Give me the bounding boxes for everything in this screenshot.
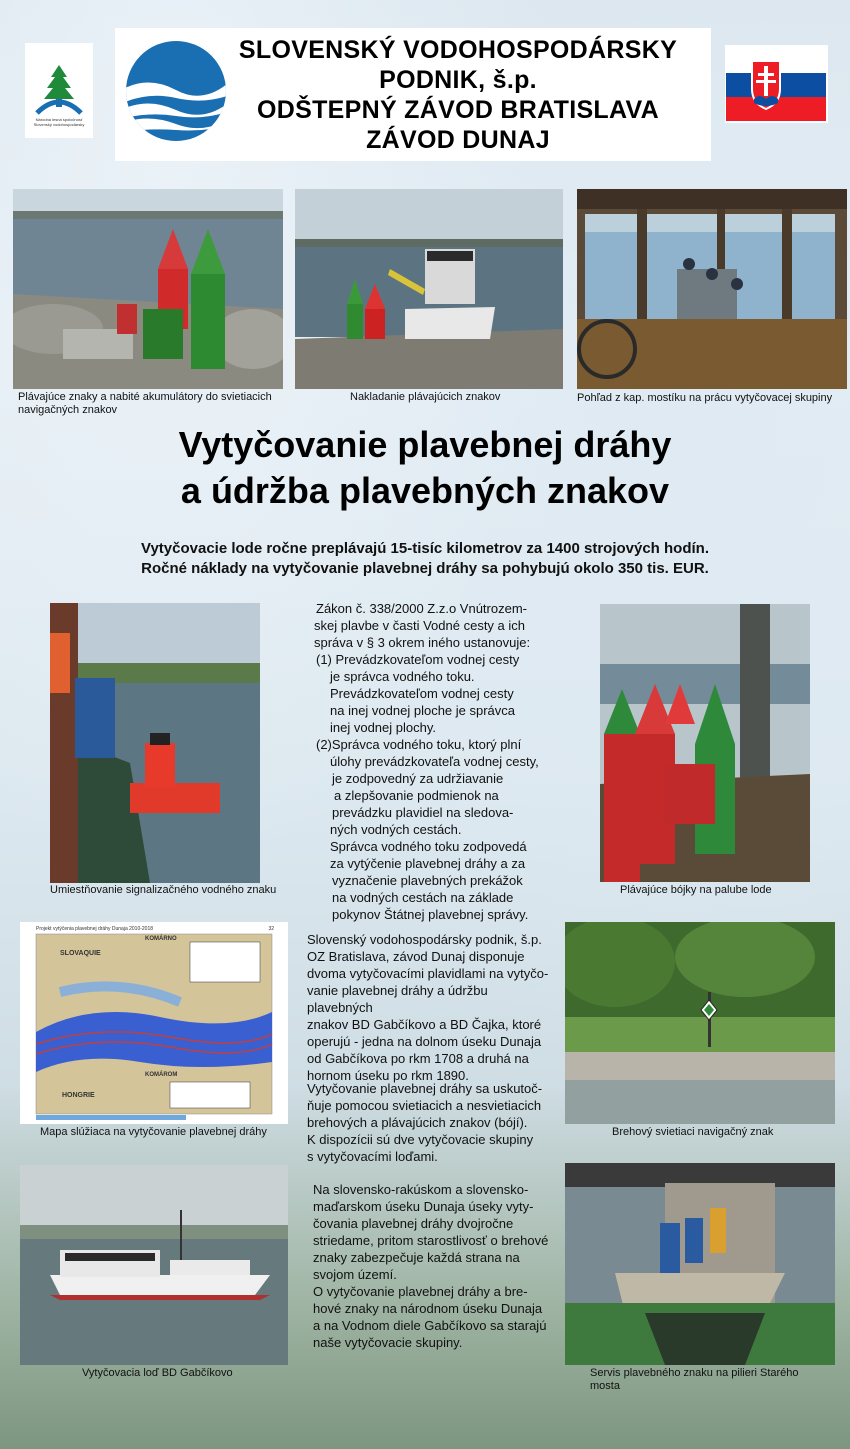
border-line: naše vytyčovacie skupiny. (313, 1335, 463, 1350)
border-line: O vytyčovanie plavebnej dráhy a bre- (313, 1284, 528, 1299)
law-line: pokynov Štátnej plavebnej správy. (332, 907, 529, 922)
marking-line: brehových a plávajúcich znakov (bójí). (307, 1115, 528, 1130)
photo-bridge-view (577, 189, 847, 389)
flag-box (725, 45, 828, 123)
map-label-komarno: KOMÁRNO (145, 936, 177, 942)
title-line-2: a údržba plavebných znakov (180, 470, 670, 511)
photo-bridge-pier-service (565, 1163, 835, 1365)
law-line: prevádzku plavidiel na sledova- (332, 805, 514, 820)
map-label-slovaquie: SLOVAQUIE (60, 950, 101, 957)
caption-photo-7: Brehový svietiaci navigačný znak (612, 1126, 774, 1138)
law-line: je zodpovedný za udržiavanie (332, 771, 504, 786)
photo-shore-sign (565, 922, 835, 1124)
map-title: Projekt vytýčenia plavebnej dráhy Dunaja 2010-2018 (36, 926, 154, 932)
law-line: a zlepšovanie podmienok na (334, 788, 499, 803)
law-line: inej vodnej plochy. (330, 720, 436, 735)
law-line: Prevádzkovateľom vodnej cesty (330, 686, 514, 701)
border-line: Na slovensko-rakúskom a slovensko- (313, 1182, 529, 1197)
marking-line: s vytyčovacími loďami. (307, 1149, 438, 1164)
border-line: hové znaky na národnom úseku Dunaja (313, 1301, 543, 1316)
org-line-1: SLOVENSKÝ VODOHOSPODÁRSKY (238, 35, 678, 64)
law-line: Správca vodného toku zodpovedá (330, 839, 527, 854)
small-logo-text: Národná lesná spoločnosť Slovenský vodohospodársky (33, 117, 85, 127)
map-label-komarom: KOMÁROM (145, 1072, 178, 1078)
tree-bridge-logo (25, 61, 93, 121)
law-line: Zákon č. 338/2000 Z.z.o Vnútrozem- (316, 601, 527, 616)
border-line: svojom území. (313, 1267, 397, 1282)
law-line: (2)Správca vodného toku, ktorý plní (316, 737, 522, 752)
border-line: striedame, pritom starostlivosť o brehové (313, 1233, 549, 1248)
water-wave-logo (125, 40, 227, 142)
company-line: OZ Bratislava, závod Dunaj disponuje (307, 949, 525, 964)
caption-photo-2: Nakladanie plávajúcich znakov (350, 391, 501, 403)
photo-survey-boat (20, 1165, 288, 1365)
law-line: na vodných cestách na základe (332, 890, 514, 905)
border-line: čovania plavebnej dráhy dvojročne (313, 1216, 514, 1231)
title-line-1: Vytyčovanie plavebnej dráhy (178, 424, 672, 465)
company-line: operujú - jedna na dolnom úseku Dunaja (307, 1034, 542, 1049)
small-logo-box (25, 43, 93, 138)
law-line: skej plavbe v časti Vodné cesty a ich (314, 618, 526, 633)
marking-line: ňuje pomocou svietiacich a nesvietiacich (307, 1098, 542, 1113)
photo-buoys-on-deck (600, 604, 810, 882)
company-line: Slovenský vodohospodársky podnik, š.p. (307, 932, 542, 947)
company-line: dvoma vytyčovacími plavidlami na vytyčo- (307, 966, 549, 981)
map-page-number: 32 (268, 926, 274, 932)
border-line: znaky zabezpečuje každá strana na (313, 1250, 520, 1265)
caption-photo-4: Umiestňovanie signalizačného vodného znaku (50, 884, 277, 896)
header-banner (115, 28, 711, 161)
company-line: znakov BD Gabčíkovo a BD Čajka, ktoré (307, 1017, 542, 1032)
law-line: za vytýčenie plavebnej dráhy a za (330, 856, 526, 871)
caption-photo-9: Servis plavebného znaku na pilieri Starého mosta (590, 1367, 799, 1392)
border-line: a na Vodnom diele Gabčíkovo sa starajú (313, 1318, 547, 1333)
marking-line: K dispozícii sú dve vytyčovacie skupiny (307, 1132, 534, 1147)
page-title (90, 422, 760, 514)
caption-photo-1: Plávajúce znaky a nabité akumulátory do svietiacich navigačných znakov (18, 391, 272, 416)
caption-photo-5: Plávajúce bójky na palube lode (620, 884, 772, 896)
company-line: hornom úseku po rkm 1890. (307, 1068, 469, 1083)
border-line: maďarskom úseku Dunaja úseky vyty- (313, 1199, 534, 1214)
marking-line: Vytyčovanie plavebnej dráhy sa uskutoč- (307, 1081, 543, 1096)
subtitle (40, 539, 810, 579)
caption-photo-3: Pohľad z kap. mostíku na prácu vytyčovacej skupiny (577, 392, 833, 404)
law-line: (1) Prevádzkovateľom vodnej cesty (316, 652, 520, 667)
law-line: vyznačenie plavebných prekážok (332, 873, 523, 888)
company-line: vanie plavebnej dráhy a údržbu plavebných (307, 983, 488, 1015)
org-line-4: ZÁVOD DUNAJ (366, 125, 550, 154)
law-line: je správca vodného toku. (330, 669, 475, 684)
photo-signal-buoy (50, 603, 260, 883)
caption-photo-8: Vytyčovacia loď BD Gabčíkovo (82, 1367, 233, 1379)
text-law (312, 600, 572, 923)
subtitle-line-2: Ročné náklady na vytyčovanie plavebnej dráhy sa pohybujú okolo 350 tis. EUR. (141, 560, 709, 577)
org-line-2: PODNIK, š.p. (379, 65, 537, 94)
company-line: od Gabčíkova po rkm 1708 a druhá na (307, 1051, 529, 1066)
map-label-hongrie: HONGRIE (62, 1092, 95, 1099)
subtitle-line-1: Vytyčovacie lode ročne preplávajú 15-tisíc kilometrov za 1400 strojových hodín. (141, 540, 709, 557)
law-line: na inej vodnej ploche je správca (330, 703, 516, 718)
text-company (307, 931, 557, 1084)
photo-navigation-map (20, 922, 288, 1124)
text-border-sections (313, 1181, 563, 1351)
text-marking (307, 1080, 557, 1165)
photo-floating-marks (13, 189, 283, 389)
law-line: úlohy prevádzkovateľa vodnej cesty, (330, 754, 539, 769)
law-line: správa v § 3 okrem iného ustanovuje: (314, 635, 531, 650)
caption-photo-6: Mapa slúžiaca na vytyčovanie plavebnej dráhy (40, 1126, 267, 1138)
slovak-flag (726, 49, 826, 121)
photo-loading-marks (295, 189, 563, 389)
org-line-3: ODŠTEPNÝ ZÁVOD BRATISLAVA (257, 95, 659, 124)
law-line: ných vodných cestách. (330, 822, 462, 837)
